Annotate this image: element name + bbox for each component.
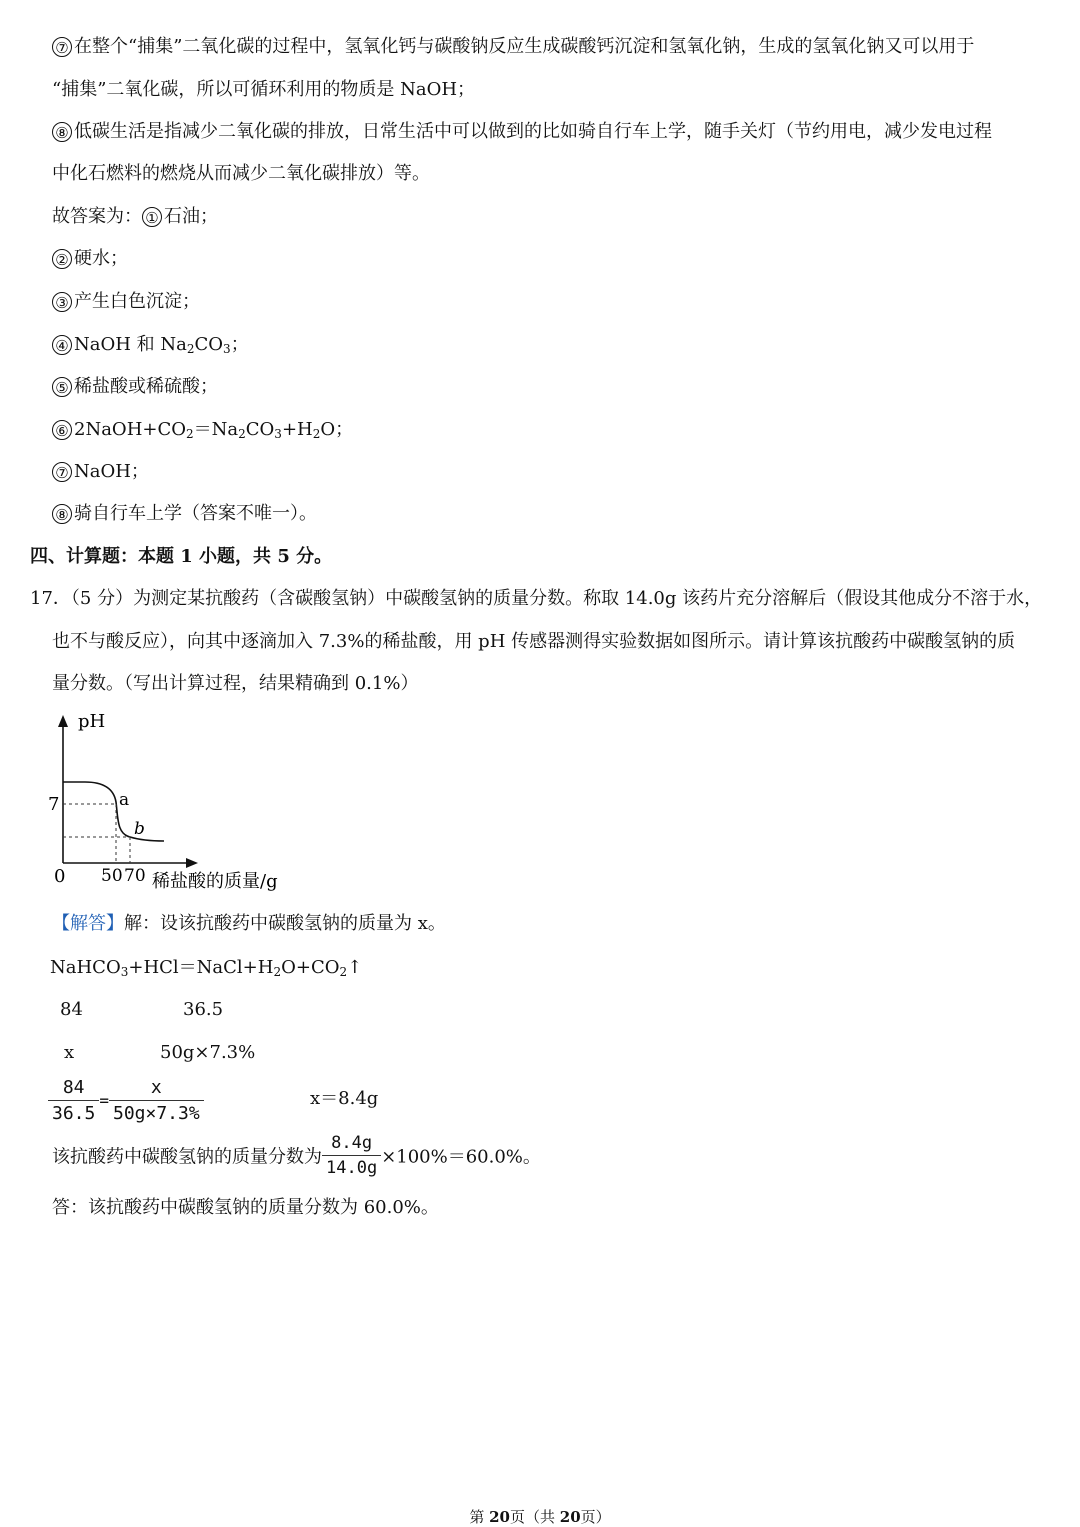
point-label-a: a [119,790,130,810]
molar-mass-nahco3: 84 [60,999,83,1020]
answer-1: 故答案为： ① 石油； [52,206,218,227]
hcl-mass: 50g×7.3% [160,1042,256,1063]
solution-tag: 【解答】 [52,913,124,934]
y-tick-label: 7 [48,794,60,815]
answer-4: ④ NaOH 和 $Na_2CO_3$； [52,334,249,356]
paragraph-8-cont: 中化石燃料的燃烧从而减少二氧化碳排放）等。 [52,163,430,184]
circled-number: ⑦ [52,37,72,57]
chemical-equation: $NaHCO_3+HCl=NaCl+H_2O+CO_2↑$ [50,957,363,979]
circled-number: ⑤ [52,377,72,397]
circled-number: ⑥ [52,420,72,440]
molar-mass-hcl: 36.5 [183,999,224,1020]
solution-intro: 【解答】解：设该抗酸药中碳酸氢钠的质量为 x。 [52,913,446,934]
question-17-line-3: 量分数。（写出计算过程，结果精确到 0.1%） [52,673,419,694]
paragraph-8: ⑧ 低碳生活是指减少二氧化碳的排放，日常生活中可以做到的比如骑自行车上学，随手关灯（节约用电，减少发电过程 [52,121,992,143]
variable-x: x [64,1042,75,1063]
origin-label: 0 [54,866,66,887]
answer-3: ③ 产生白色沉淀； [52,291,200,313]
x-tick-label: 50 [101,866,123,886]
mass-fraction: $\frac{8.4g}{14.0g}$ [322,1133,381,1178]
x-tick-label: 70 [124,866,146,886]
answer-2: ② 硬水； [52,248,128,270]
final-answer: 答：该抗酸药中碳酸氢钠的质量分数为 60.0%。 [52,1197,439,1218]
circled-number: ⑧ [52,122,72,142]
mass-fraction-line: 该抗酸药中碳酸氢钠的质量分数为 $\frac{8.4g}{14.0g}$ ×100%＝60.0%。 [52,1133,541,1178]
question-17-line-2: 也不与酸反应），向其中逐滴加入 7.3%的稀盐酸，用 pH 传感器测得实验数据如图所示。请计算该抗酸药中碳酸氢钠的质 [52,631,1016,652]
ph-chart [40,700,320,900]
answer-8: ⑧ 骑自行车上学（答案不唯一）。 [52,503,317,525]
y-axis-label: pH [78,711,106,732]
circled-number: ⑦ [52,462,72,482]
x-axis-arrow [186,858,198,868]
circled-number: ⑧ [52,504,72,524]
y-axis-arrow [58,715,68,727]
point-label-b: b [134,819,145,839]
paragraph-7-cont: “捕集”二氧化碳，所以可循环利用的物质是 NaOH； [52,79,476,100]
fraction-right: $\frac{x}{50g\times 7.3\%}$ [109,1077,204,1124]
answer-6: ⑥ $2NaOH+CO_2=Na_2CO_3+H_2O$； [52,419,353,441]
fraction-left: $\frac{84}{36.5}$ [48,1077,99,1124]
circled-number: ② [52,249,72,269]
page-footer: 第 20页（共 20页） [469,1508,611,1526]
answer-7: ⑦ NaOH； [52,461,149,483]
paragraph-7: ⑦ 在整个“捕集”二氧化碳的过程中，氢氧化钙与碳酸钠反应生成碳酸钙沉淀和氢氧化钠，生成的氢氧化钠又可以用于 [52,36,974,58]
result-x: x＝8.4g [310,1088,379,1109]
question-17-line-1: 17．（5 分）为测定某抗酸药（含碳酸氢钠）中碳酸氢钠的质量分数。称取 14.0g 该药片充分溶解后（假设其他成分不溶于水， [30,588,1043,609]
circled-number: ④ [52,335,72,355]
part-4-title: 四、计算题：本题 1 小题，共 5 分。 [30,546,333,567]
ph-curve [63,782,164,841]
x-axis-label: 稀盐酸的质量/g [152,871,278,892]
circled-number: ① [142,207,162,227]
proportion-equation: $\frac{84}{36.5}$ = $\frac{x}{50g\times 7.3\%}$ [48,1077,204,1124]
answer-5: ⑤ 稀盐酸或稀硫酸； [52,376,218,398]
circled-number: ③ [52,292,72,312]
